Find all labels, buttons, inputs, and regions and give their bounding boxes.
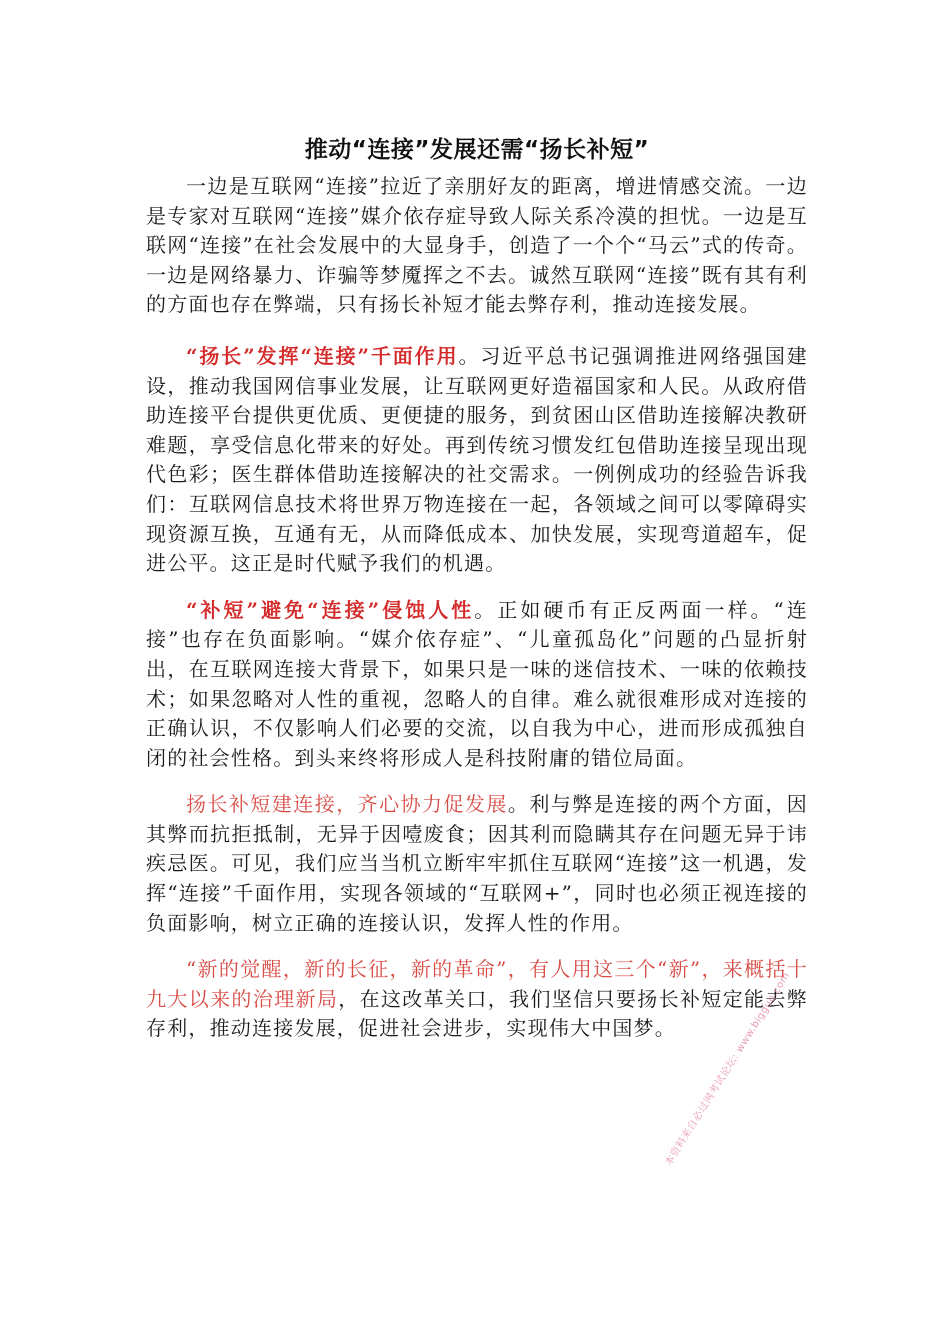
- paragraph-yangchang: [146, 342, 808, 579]
- paragraph-heading: 扬长补短建连接，齐心协力促发展: [186, 792, 508, 817]
- paragraph-intro: [146, 172, 808, 320]
- paragraph-buduan: [146, 596, 808, 774]
- paragraph-text: 。习近平总书记强调推进网络强国建设，推动我国网信事业发展，让互联网更好造福国家和人民。从政府借助连接平台提供更优质、更便捷的服务，到贫困山区借助连接解决教研难题，享受信息化带来的好处。再到传统习惯发红包借助连接呈现出现代色彩；医生群体借助连接解决的社交需求。一例例成功的经验告诉我们：互联网信息技术将世界万物连接在一起，各领域之间可以零障碍实现资源互换，互通有无，从而降低成本、加快发展，实现弯道超车，促进公平。这正是时代赋予我们的机遇。: [146, 343, 808, 576]
- paragraph-conclusion: [146, 955, 808, 1044]
- watermark: 本资料来自必过网考试论坛: www.bigguo.com: [663, 970, 793, 1168]
- paragraph-heading: “扬长”发挥“连接”千面作用: [186, 343, 459, 368]
- paragraph-text: 。利与弊是连接的两个方面，因其弊而抗拒抵制，无异于因噎废食；因其利而隐瞒其存在问题无异于讳疾忌医。可见，我们应当当机立断牢牢抓住互联网“连接”这一机遇，发挥“连接”千面作用，实现各领域的“互联网+”，同时也必须正视连接的负面影响，树立正确的连接认识，发挥人性的作用。: [146, 792, 808, 935]
- document-page: [146, 130, 808, 1061]
- paragraph-jianlianjie: [146, 790, 808, 938]
- paragraph-text: 一边是互联网“连接”拉近了亲朋好友的距离，增进情感交流。一边是专家对互联网“连接”媒介依存症导致人际关系冷漠的担忧。一边是互联网“连接”在社会发展中的大显身手，创造了一个个“马云”式的传奇。一边是网络暴力、诈骗等梦魇挥之不去。诚然互联网“连接”既有其有利的方面也存在弊端，只有扬长补短才能去弊存利，推动连接发展。: [146, 174, 808, 317]
- paragraph-text: ，在这改革关口，我们坚信只要扬长补短定能去弊存利，推动连接发展，促进社会进步，实现伟大中国梦。: [146, 986, 808, 1041]
- paragraph-heading: “新的觉醒，新的长征，新的革命”，有人用这三个“新”，来概括十九大以来的治理新局: [146, 957, 808, 1011]
- paragraph-heading: “补短”避免“连接”侵蚀人性: [186, 597, 475, 622]
- paragraph-text: 。正如硬币有正反两面一样。“连接”也存在负面影响。“媒介依存症”、“儿童孤岛化”问题的凸显折射出，在互联网连接大背景下，如果只是一味的迷信技术、一味的依赖技术；如果忽略对人性的重视，忽略人的自律。难么就很难形成对连接的正确认识，不仅影响人们必要的交流，以自我为中心，进而形成孤独自闭的社会性格。到头来终将形成人是科技附庸的错位局面。: [146, 597, 808, 770]
- document-title: 推动“连接”发展还需“扬长补短”: [304, 137, 650, 163]
